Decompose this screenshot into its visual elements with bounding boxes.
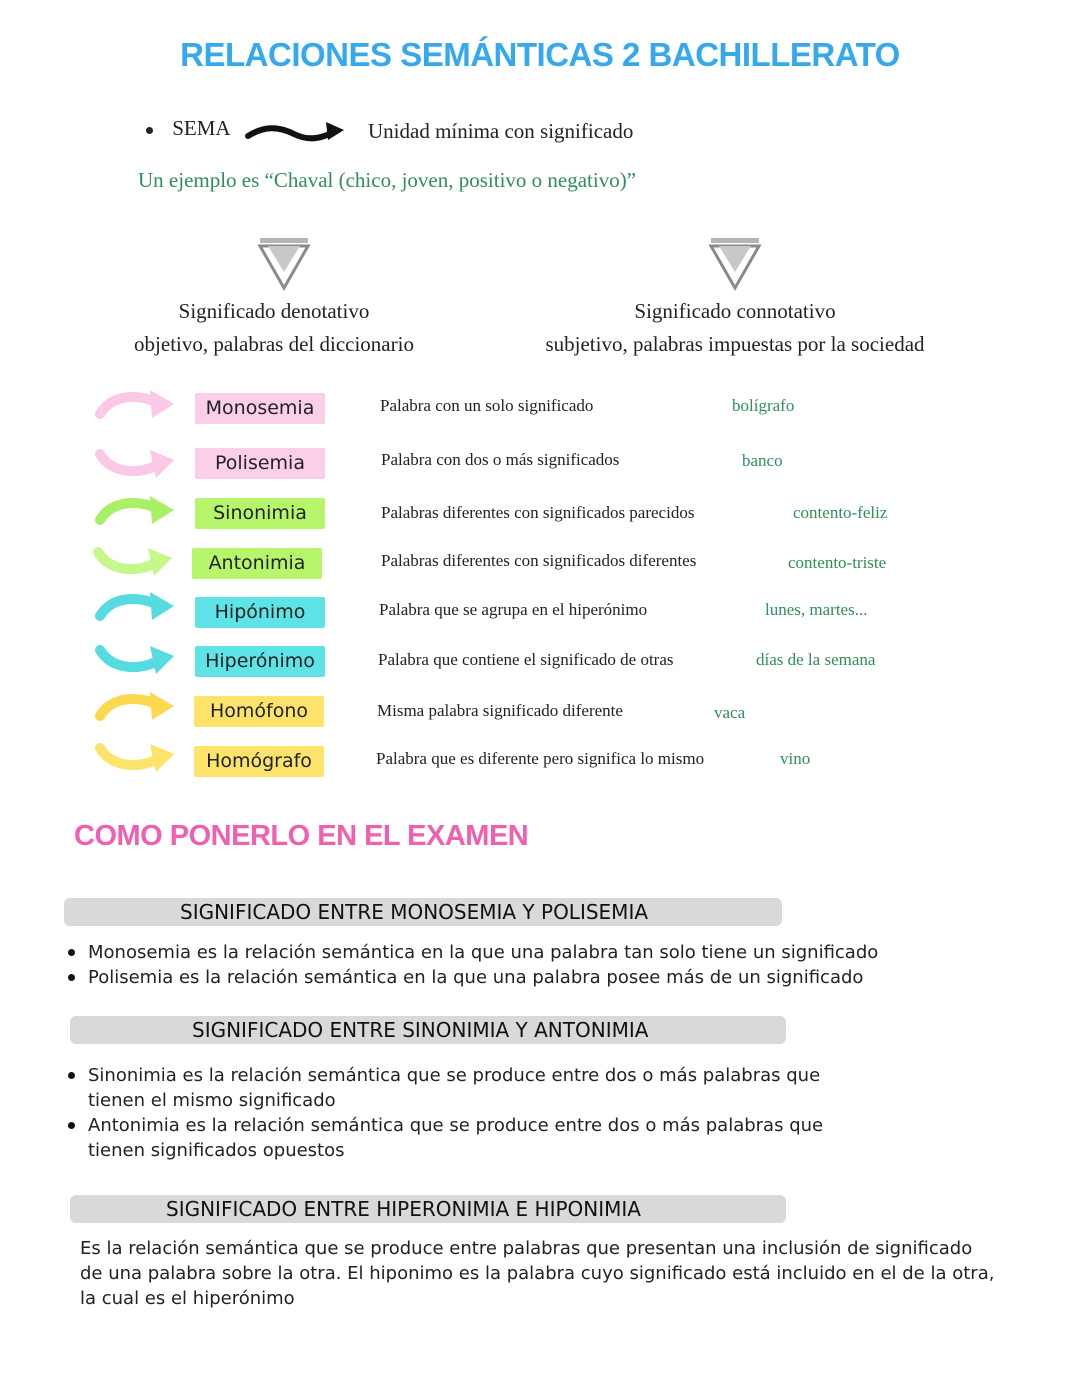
relation-definition: Palabras diferentes con significados diferentes xyxy=(381,551,697,570)
arrow-icon xyxy=(94,442,176,482)
relation-definition: Palabra que contiene el significado de otras xyxy=(378,650,674,669)
relation-label-monosemia: Monosemia xyxy=(195,393,325,424)
list-item: Sinonimia es la relación semántica que se produce entre dos o más palabras que tienen el mismo significado xyxy=(66,1063,856,1113)
section-heading: SIGNIFICADO ENTRE MONOSEMIA Y POLISEMIA xyxy=(180,900,649,924)
arrow-icon xyxy=(94,494,176,534)
relation-example: lunes, martes... xyxy=(765,600,868,619)
relation-example: vino xyxy=(780,749,811,768)
section-heading-band xyxy=(70,1016,786,1044)
relation-definition: Palabra que se agrupa en el hiperónimo xyxy=(379,600,648,619)
section-heading: SIGNIFICADO ENTRE SINONIMIA Y ANTONIMIA xyxy=(192,1018,649,1042)
section-heading: SIGNIFICADO ENTRE HIPERONIMIA E HIPONIMIA xyxy=(166,1197,641,1221)
example-line: Un ejemplo es “Chaval (chico, joven, positivo o negativo)” xyxy=(138,168,637,192)
connotative-column xyxy=(505,295,965,361)
arrow-icon xyxy=(94,736,176,776)
relation-label-homofono: Homófono xyxy=(194,696,324,727)
triangle-down-icon xyxy=(707,236,763,292)
section-heading-band xyxy=(70,1195,786,1223)
column-subheading: subjetivo, palabras impuestas por la sociedad xyxy=(545,332,925,356)
relation-example: días de la semana xyxy=(756,650,876,669)
relation-definition: Palabras diferentes con significados parecidos xyxy=(381,503,695,522)
exam-heading: COMO PONERLO EN EL EXAMEN xyxy=(74,820,529,852)
denotative-column xyxy=(94,295,454,361)
arrow-icon xyxy=(94,638,176,678)
section-paragraph: Es la relación semántica que se produce entre palabras que presentan una inclusión de significado de una palabra sobre la otra. El hiponimo es la palabra cuyo significado está incluido en el de la otra, la cual es el hiperónimo xyxy=(80,1238,995,1309)
sema-definition: Unidad mínima con significado xyxy=(368,119,634,143)
curved-arrow-icon xyxy=(244,118,348,148)
relation-label-hiponimo: Hipónimo xyxy=(195,597,325,628)
relation-definition: Palabra con un solo significado xyxy=(380,396,594,415)
relation-label-hiperonimo: Hiperónimo xyxy=(195,646,325,677)
relation-label-antonimia: Antonimia xyxy=(192,548,322,579)
relation-label-sinonimia: Sinonimia xyxy=(195,498,325,529)
relation-label-homografo: Homógrafo xyxy=(194,746,324,777)
relation-definition: Misma palabra significado diferente xyxy=(377,701,623,720)
arrow-icon xyxy=(94,690,176,730)
sema-term: SEMA xyxy=(172,116,231,140)
relation-definition: Palabra que es diferente pero significa lo mismo xyxy=(376,749,705,768)
relation-example: vaca xyxy=(714,703,746,722)
list-item: Polisemia es la relación semántica en la que una palabra posee más de un significado xyxy=(66,965,966,990)
relation-example: banco xyxy=(742,451,783,470)
relation-definition: Palabra con dos o más significados xyxy=(381,450,620,469)
list-item: Monosemia es la relación semántica en la que una palabra tan solo tiene un significado xyxy=(66,940,966,965)
triangle-down-icon xyxy=(256,236,312,292)
relation-example: bolígrafo xyxy=(732,396,795,415)
bullet-dot xyxy=(146,127,153,134)
section-heading-band xyxy=(64,898,782,926)
section-bullet-list xyxy=(66,940,966,990)
arrow-icon xyxy=(94,590,176,630)
arrow-icon xyxy=(94,388,176,428)
list-item: Antonimia es la relación semántica que se produce entre dos o más palabras que tienen significados opuestos xyxy=(66,1113,856,1163)
column-subheading: objetivo, palabras del diccionario xyxy=(134,332,414,356)
relation-example: contento-feliz xyxy=(793,503,888,522)
column-heading: Significado denotativo xyxy=(178,299,370,323)
relation-example: contento-triste xyxy=(788,553,887,572)
sema-row xyxy=(146,116,231,141)
section-bullet-list xyxy=(66,1063,856,1163)
page-title: RELACIONES SEMÁNTICAS 2 BACHILLERATO xyxy=(180,36,900,73)
relation-label-polisemia: Polisemia xyxy=(195,448,325,479)
arrow-icon xyxy=(92,540,174,580)
column-heading: Significado connotativo xyxy=(634,299,836,323)
